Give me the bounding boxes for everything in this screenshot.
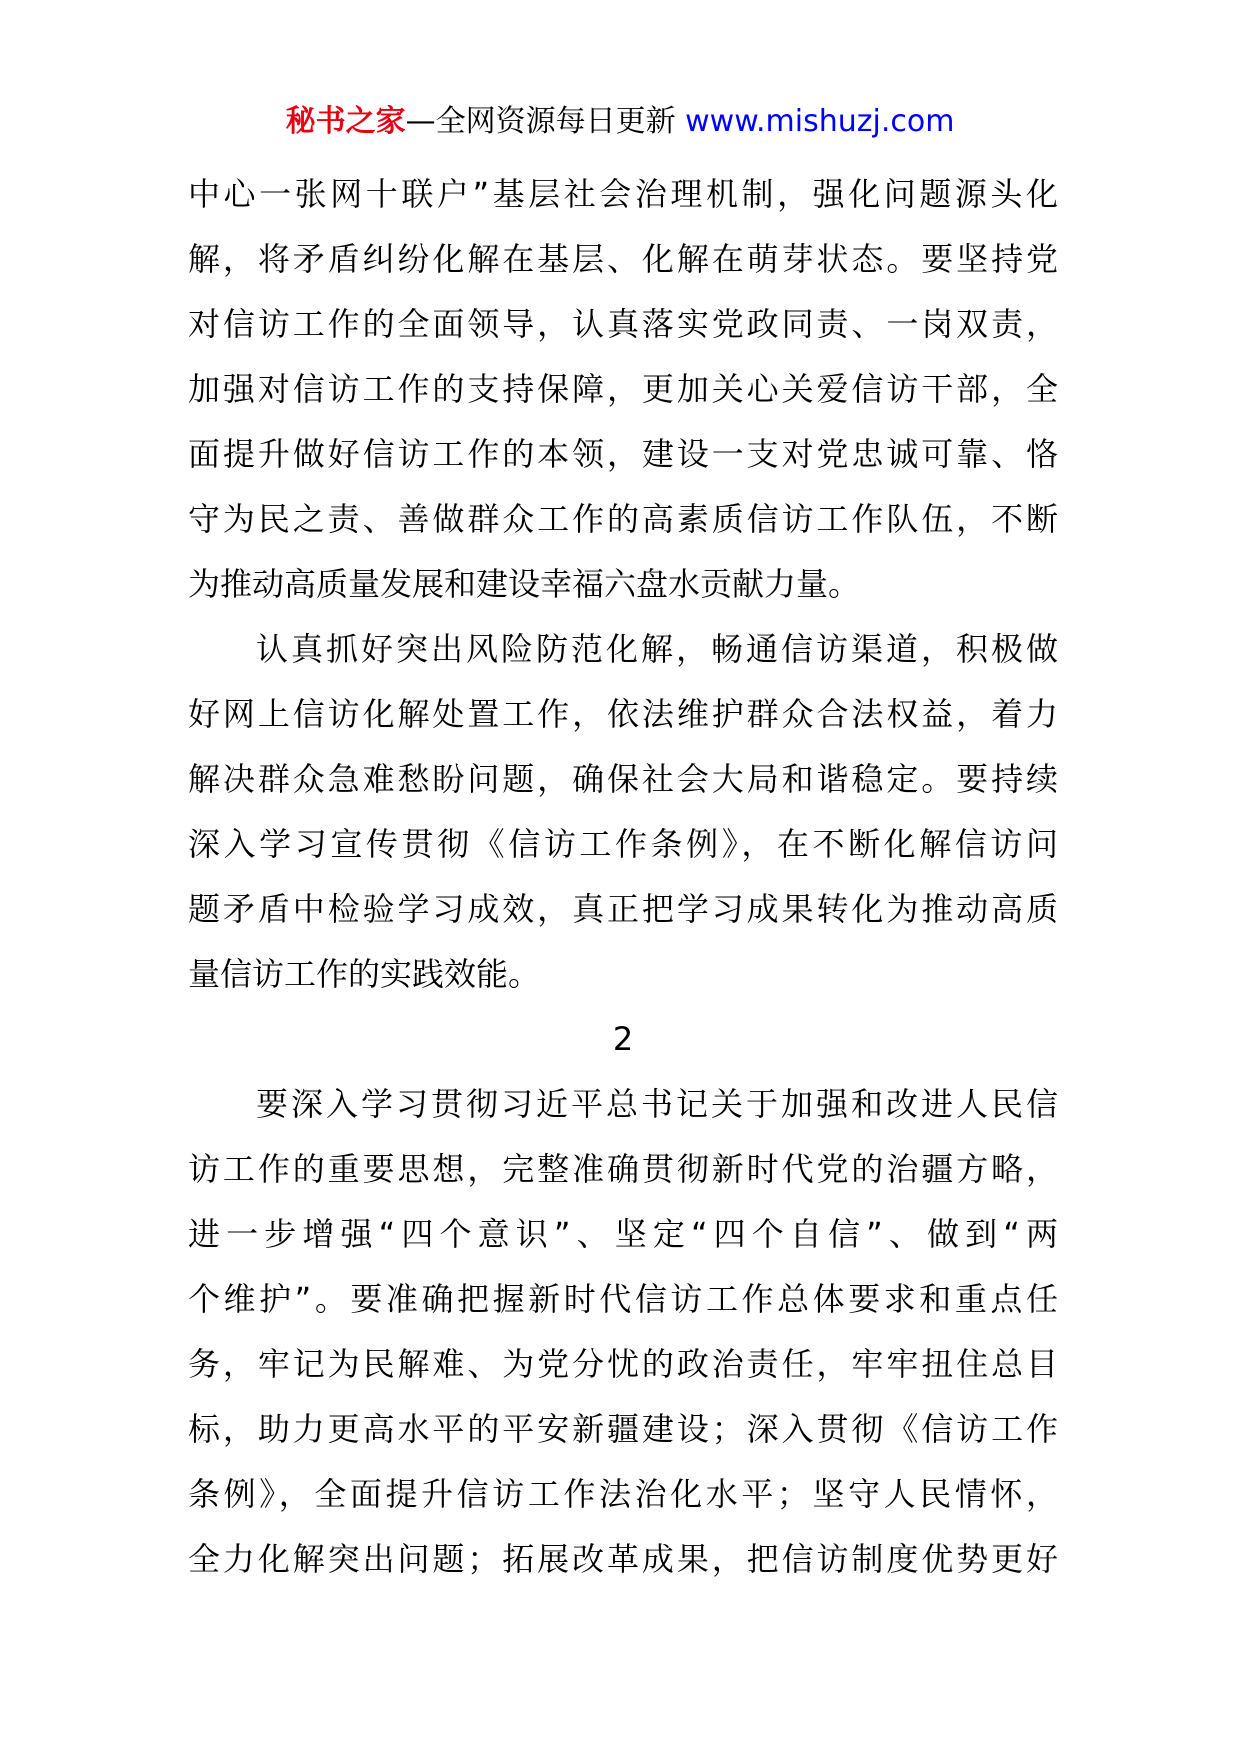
text-line: 题矛盾中检验学习成效，真正把学习成果转化为推动高质: [188, 890, 1058, 928]
text-line: 量信访工作的实践效能。: [188, 955, 541, 993]
page-number: 2: [612, 1020, 634, 1058]
site-header: [0, 100, 1240, 144]
text-line: 务，牢记为民解难、为党分忧的政治责任，牢牢扭住总目: [188, 1345, 1058, 1383]
text-line: 守为民之责、善做群众工作的高素质信访工作队伍，不断: [188, 500, 1058, 538]
paragraph-2: [188, 617, 1058, 1007]
text-line: 进一步增强“四个意识”、坚定“四个自信”、做到“两: [188, 1215, 1058, 1253]
text-line: 对信访工作的全面领导，认真落实党政同责、一岗双责，: [188, 305, 1058, 343]
text-line: 个维护”。要准确把握新时代信访工作总体要求和重点任: [188, 1280, 1058, 1318]
text-line: 要深入学习贯彻习近平总书记关于加强和改进人民信: [256, 1085, 1058, 1123]
paragraph-3: [188, 1072, 1058, 1592]
text-line: 认真抓好突出风险防范化解，畅通信访渠道，积极做: [256, 630, 1058, 668]
text-line: 全力化解突出问题；拓展改革成果，把信访制度优势更好: [188, 1540, 1058, 1578]
text-line: 解决群众急难愁盼问题，确保社会大局和谐稳定。要持续: [188, 760, 1058, 798]
text-line: 为推动高质量发展和建设幸福六盘水贡献力量。: [188, 565, 861, 603]
text-line: 好网上信访化解处置工作，依法维护群众合法权益，着力: [188, 695, 1058, 733]
text-line: 标，助力更高水平的平安新疆建设；深入贯彻《信访工作: [188, 1410, 1058, 1448]
document-body: [188, 162, 1058, 1592]
site-url-link[interactable]: www.mishuzj.com: [685, 104, 955, 139]
site-brand: 秘书之家: [285, 104, 406, 139]
site-tagline: —全网资源每日更新: [405, 104, 676, 139]
text-line: 加强对信访工作的支持保障，更加关心关爱信访干部，全: [188, 370, 1058, 408]
paragraph-1: [188, 162, 1058, 617]
text-line: 面提升做好信访工作的本领，建设一支对党忠诚可靠、恪: [188, 435, 1058, 473]
text-line: 中心一张网十联户”基层社会治理机制，强化问题源头化: [188, 175, 1058, 213]
text-line: 深入学习宣传贯彻《信访工作条例》，在不断化解信访问: [188, 825, 1058, 863]
text-line: 访工作的重要思想，完整准确贯彻新时代党的治疆方略，: [188, 1150, 1058, 1188]
text-line: 条例》，全面提升信访工作法治化水平；坚守人民情怀，: [188, 1475, 1058, 1513]
text-line: 解，将矛盾纠纷化解在基层、化解在萌芽状态。要坚持党: [188, 240, 1058, 278]
